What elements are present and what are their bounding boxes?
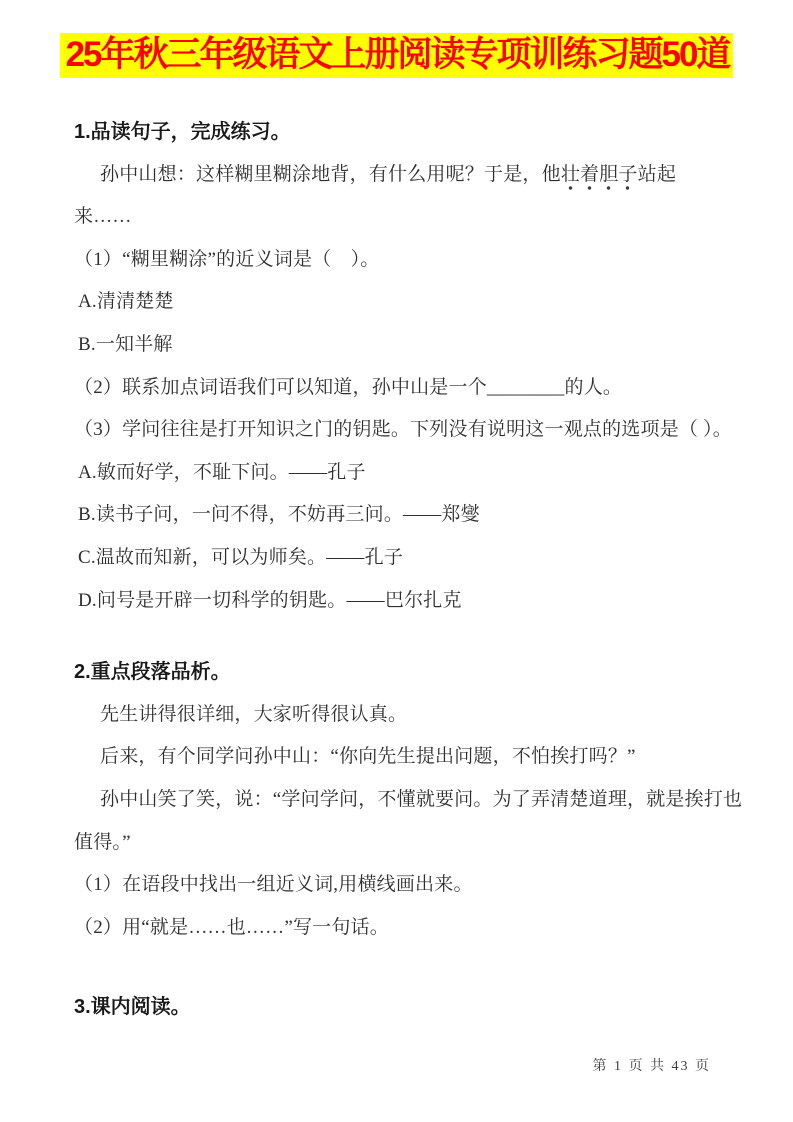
exercise1-q3-option-b: B.读书子问，一问不得，不妨再三问。——郑燮 — [78, 504, 480, 526]
emphasis-dotted-text: 壮着胆子 — [561, 164, 638, 190]
exercise1-q3-option-d: D.问号是开辟一切科学的钥匙。——巴尔扎克 — [78, 589, 462, 611]
exercise1-q3-option-a: A.敏而好学，不耻下问。——孔子 — [78, 461, 366, 483]
exercise2-heading: 2.重点段落品析。 — [74, 661, 231, 684]
exercise3-heading: 3.课内阅读。 — [74, 996, 191, 1019]
document-body — [0, 111, 793, 1029]
passage-text-after: 站起 — [637, 163, 677, 185]
page-footer: 第 1 页 共 43 页 — [592, 1059, 711, 1074]
exercise1-question3: （3）学问往往是打开知识之门的钥匙。下列没有说明这一观点的选项是（ ）。 — [74, 419, 732, 441]
exercise1-heading: 1.品读句子，完成练习。 — [74, 121, 291, 143]
exercise1-q3-option-c: C.温故而知新，可以为师矣。——孔子 — [78, 546, 404, 568]
exercise1-q1-option-a: A.清清楚楚 — [78, 291, 174, 313]
exercise1-passage-line2: 来…… — [74, 206, 132, 228]
exercise1-question2: （2）联系加点词语我们可以知道，孙中山是一个________的人。 — [74, 376, 623, 398]
exercise1-question1: （1）“糊里糊涂”的近义词是（ ）。 — [74, 248, 380, 270]
exercise2-paragraph2: 后来，有个同学问孙中山：“你向先生提出问题，不怕挨打吗？” — [100, 746, 636, 768]
exercise2-paragraph3-line1: 孙中山笑了笑，说：“学问学问，不懂就要问。为了弄清楚道理，就是挨打也 — [100, 788, 743, 810]
exercise2-paragraph3-line2: 值得。” — [74, 831, 131, 853]
passage-text-before: 孙中山想：这样糊里糊涂地背，有什么用呢？于是，他 — [100, 163, 561, 185]
exercise2-question2: （2）用“就是……也……”写一句话。 — [74, 916, 389, 938]
exercise1-passage-line1 — [74, 154, 773, 197]
exercise2-question1: （1）在语段中找出一组近义词,用横线画出来。 — [74, 874, 473, 896]
document-title-wrap — [0, 0, 793, 78]
document-title: 25年秋三年级语文上册阅读专项训练习题50道 — [60, 33, 734, 78]
exercise2-paragraph1: 先生讲得很详细，大家听得很认真。 — [100, 703, 408, 725]
exercise1-q1-option-b: B.一知半解 — [78, 333, 173, 355]
